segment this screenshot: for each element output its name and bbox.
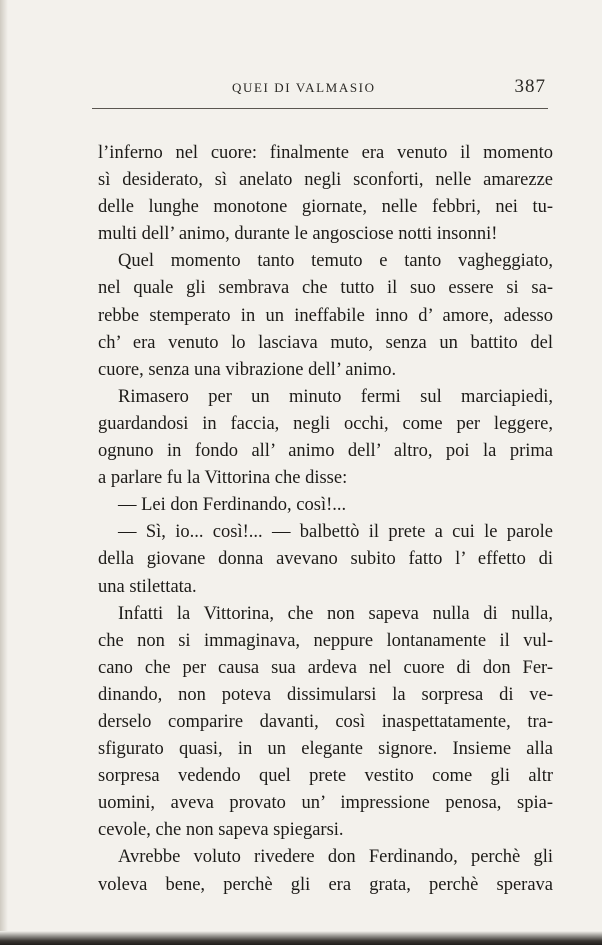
- text-line: che non si immaginava, neppure lontanamente il vul-: [98, 630, 553, 651]
- text-line: cevole, che non sapeva spiegarsi.: [98, 820, 344, 841]
- text-line: uomini, aveva provato un’ impressione penosa, spia-: [98, 793, 553, 814]
- text-line: Avrebbe voluto rivedere don Ferdinando, perchè gli: [118, 847, 553, 868]
- text-line: voleva bene, perchè gli era grata, perchè sperava: [98, 874, 553, 895]
- text-line: rebbe stemperato in un ineffabile inno d’ amore, adesso: [98, 305, 553, 326]
- text-line: sì desiderato, sì anelato negli sconforti, nelle amarezze: [98, 170, 553, 191]
- text-line: nel quale gli sembrava che tutto il suo essere si sa-: [98, 278, 553, 299]
- text-line: derselo comparire davanti, così inaspettatamente, tra-: [98, 711, 553, 732]
- text-line: Quel momento tanto temuto e tanto vagheggiato,: [118, 251, 553, 272]
- text-line: sorpresa vedendo quel prete vestito come gli altr: [98, 766, 553, 787]
- text-line: cano che per causa sua ardeva nel cuore di don Fer-: [98, 657, 553, 678]
- page-bottom-edge: [0, 931, 602, 945]
- text-line: ognuno in fondo all’ animo dell’ altro, poi la prima: [98, 441, 553, 462]
- running-head: [92, 76, 552, 104]
- text-line: a parlare fu la Vittorina che disse:: [98, 468, 348, 489]
- text-line: Rimasero per un minuto fermi sul marciapiedi,: [118, 386, 553, 407]
- page-edge: [0, 0, 8, 945]
- text-line: multi dell’ animo, durante le angosciose notti insonni!: [98, 224, 498, 245]
- running-title: QUEI DI VALMASIO: [232, 80, 376, 95]
- body-text: [98, 140, 553, 899]
- text-line: guardandosi in faccia, negli occhi, come per leggere,: [98, 413, 553, 434]
- page-number: 387: [514, 76, 546, 97]
- text-line: dinando, non poteva dissimularsi la sorpresa di ve-: [98, 684, 553, 705]
- text-line: ch’ era venuto lo lasciava muto, senza un battito del: [98, 332, 553, 353]
- text-line: — Sì, io... così!... — balbettò il prete a cui le parole: [118, 522, 553, 543]
- header-rule: [92, 108, 548, 109]
- text-line: cuore, senza una vibrazione dell’ animo.: [98, 359, 397, 380]
- text-line: l’inferno nel cuore: finalmente era venuto il momento: [98, 143, 553, 163]
- text-line: Infatti la Vittorina, che non sapeva nulla di nulla,: [118, 603, 553, 624]
- text-line: delle lunghe monotone giornate, nelle febbri, nei tu-: [98, 197, 553, 218]
- text-line: sfigurato quasi, in un elegante signore. Insieme alla: [98, 739, 553, 760]
- text-line: una stilettata.: [98, 576, 197, 597]
- text-line: della giovane donna avevano subito fatto l’ effetto di: [98, 549, 553, 570]
- text-line: — Lei don Ferdinando, così!...: [118, 495, 347, 516]
